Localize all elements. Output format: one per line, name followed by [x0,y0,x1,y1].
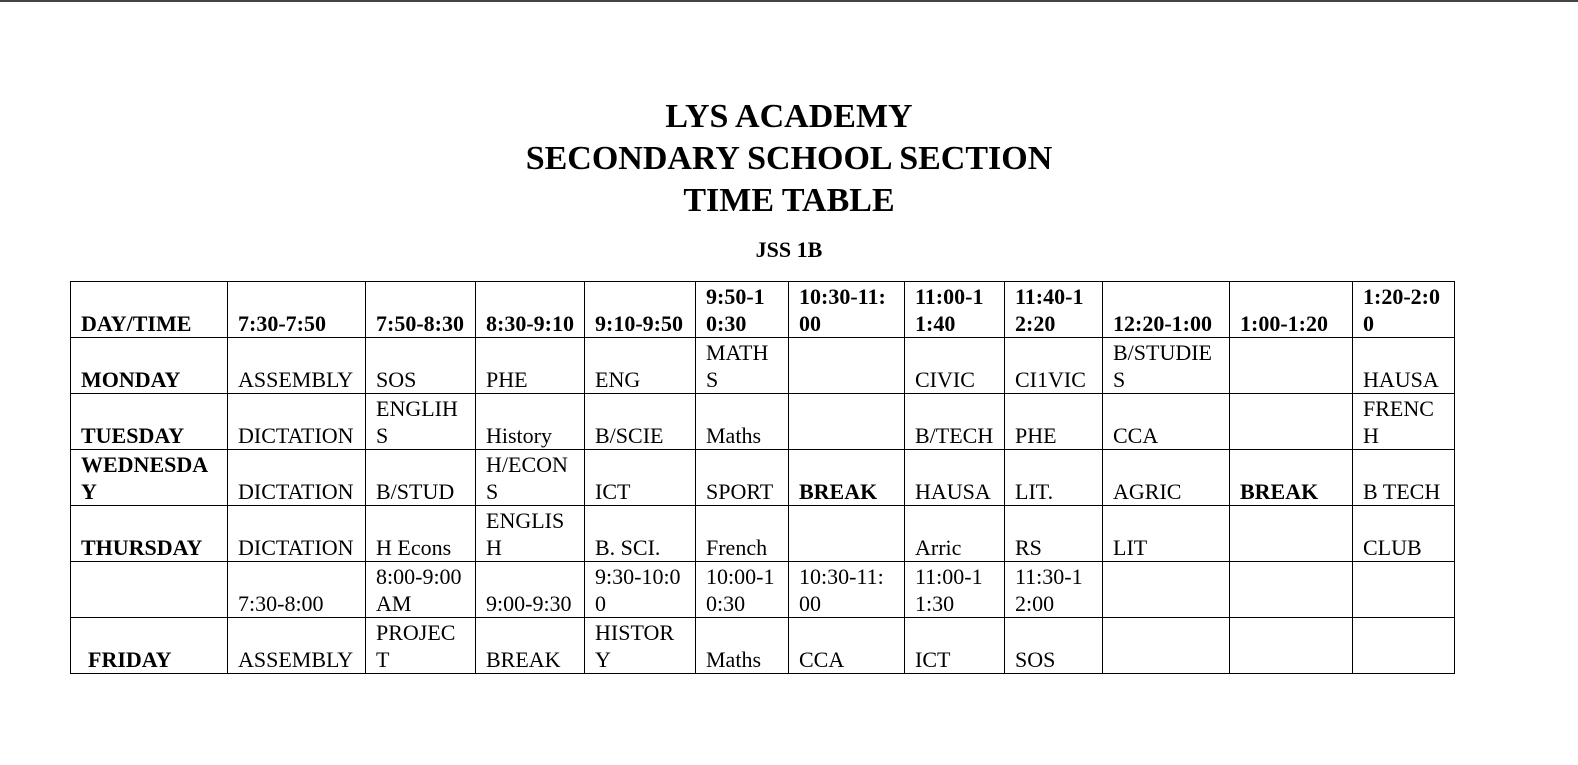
time-cell [1103,562,1230,618]
subject-cell: CCA [1103,394,1230,450]
header-cell: DAY/TIME [71,282,228,338]
header-row [71,282,1455,338]
subject-cell: CCA [789,618,905,674]
subject-cell: ENGLISH [476,506,585,562]
header-cell: 9:10-9:50 [585,282,696,338]
subject-cell: French [696,506,789,562]
header-cell: 7:50-8:30 [366,282,476,338]
subject-cell: AGRIC [1103,450,1230,506]
subject-cell: LIT. [1005,450,1103,506]
header-cell: 11:40-12:20 [1005,282,1103,338]
header-cell: 7:30-7:50 [228,282,366,338]
subject-cell: DICTATION [228,506,366,562]
row-tuesday [71,394,1455,450]
subject-cell: ICT [905,618,1005,674]
subject-cell [1230,618,1353,674]
subject-cell: ASSEMBLY [228,338,366,394]
subject-cell: PHE [476,338,585,394]
subject-cell: B/STUDIES [1103,338,1230,394]
subject-cell: B/TECH [905,394,1005,450]
subject-cell: Maths [696,618,789,674]
subject-cell: Arric [905,506,1005,562]
header-cell: 1:20-2:00 [1353,282,1455,338]
subject-cell: B/SCIE [585,394,696,450]
time-cell: 7:30-8:00 [228,562,366,618]
day-cell: THURSDAY [71,506,228,562]
time-cell: 11:00-11:30 [905,562,1005,618]
day-cell: WEDNESDAY [71,450,228,506]
timetable-title: TIME TABLE [683,182,895,219]
subject-cell: B. SCI. [585,506,696,562]
time-cell: 11:30-12:00 [1005,562,1103,618]
subject-cell: History [476,394,585,450]
subject-cell: ICT [585,450,696,506]
subject-cell: SOS [1005,618,1103,674]
subject-cell: SPORT [696,450,789,506]
subject-cell: CIVIC [905,338,1005,394]
row-thursday [71,506,1455,562]
subject-cell: SOS [366,338,476,394]
time-cell: 9:00-9:30 [476,562,585,618]
subject-cell: HAUSA [905,450,1005,506]
subject-cell: DICTATION [228,394,366,450]
day-cell: MONDAY [71,338,228,394]
row-friday [71,618,1455,674]
subject-cell [1230,506,1353,562]
subject-cell: MATHS [696,338,789,394]
subject-cell: LIT [1103,506,1230,562]
break-cell: BREAK [789,450,905,506]
subject-cell: PHE [1005,394,1103,450]
header-cell: 12:20-1:00 [1103,282,1230,338]
row-monday [71,338,1455,394]
time-cell [1230,562,1353,618]
subject-cell: HAUSA [1353,338,1455,394]
time-cell: 9:30-10:00 [585,562,696,618]
subject-cell [1103,618,1230,674]
subject-cell: BREAK [476,618,585,674]
subject-cell: ASSEMBLY [228,618,366,674]
subject-cell: FRENCH [1353,394,1455,450]
time-cell: 10:30-11:00 [789,562,905,618]
subject-cell: ENGLIHS [366,394,476,450]
row-friday-times [71,562,1455,618]
day-cell: TUESDAY [71,394,228,450]
subject-cell: B TECH [1353,450,1455,506]
subject-cell: H Econs [366,506,476,562]
section-name: SECONDARY SCHOOL SECTION [525,140,1053,177]
header-cell: 10:30-11:00 [789,282,905,338]
class-name: JSS 1B [755,237,823,262]
subject-cell: RS [1005,506,1103,562]
top-border-line [0,0,1578,2]
time-cell: 8:00-9:00AM [366,562,476,618]
subject-cell: CI1VIC [1005,338,1103,394]
subject-cell [789,394,905,450]
time-cell [1353,562,1455,618]
header-cell: 8:30-9:10 [476,282,585,338]
subject-cell: PROJECT [366,618,476,674]
subject-cell [1230,338,1353,394]
subject-cell [1353,618,1455,674]
subject-cell: B/STUD [366,450,476,506]
school-name: LYS ACADEMY [665,98,913,135]
header-cell: 1:00-1:20 [1230,282,1353,338]
day-cell: FRIDAY [71,618,228,674]
subject-cell: ENG [585,338,696,394]
subject-cell [789,506,905,562]
day-cell [71,562,228,618]
timetable [70,281,1455,674]
header-cell: 9:50-10:30 [696,282,789,338]
time-cell: 10:00-10:30 [696,562,789,618]
subject-cell: Maths [696,394,789,450]
subject-cell: H/ECONS [476,450,585,506]
subject-cell [1230,394,1353,450]
document-heading [0,96,1578,222]
subject-cell [789,338,905,394]
subject-cell: DICTATION [228,450,366,506]
subject-cell: HISTORY [585,618,696,674]
break-cell: BREAK [1230,450,1353,506]
header-cell: 11:00-11:40 [905,282,1005,338]
subject-cell: CLUB [1353,506,1455,562]
row-wednesday [71,450,1455,506]
